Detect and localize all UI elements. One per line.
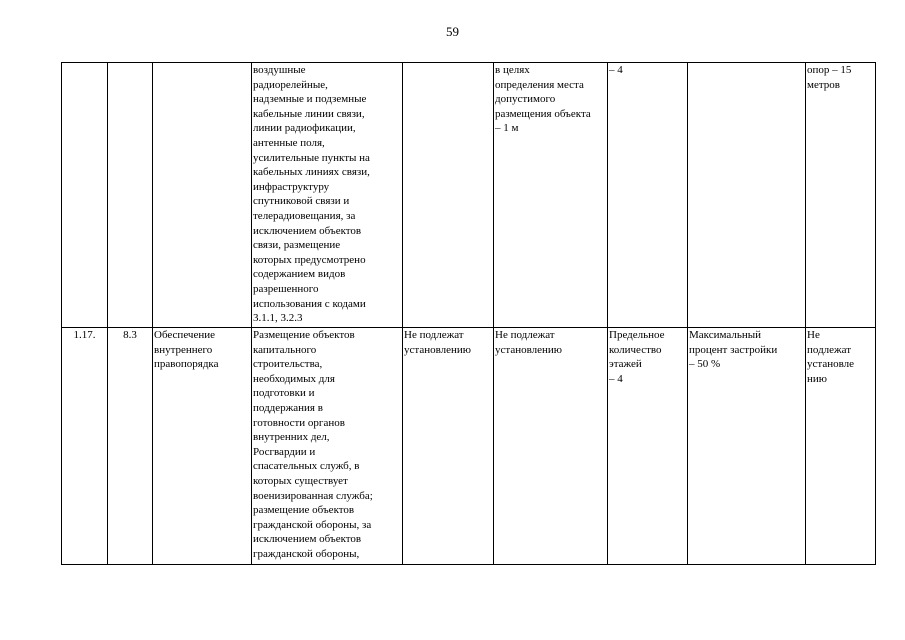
cell-line: Росгвардии и (253, 445, 316, 458)
cell-line: определения места (495, 78, 584, 91)
cell-line: – 4 (609, 64, 623, 76)
cell-line: Не (807, 329, 820, 341)
cell-line: гражданской обороны, за (253, 518, 372, 531)
cell-line: военизированная служба; (253, 489, 373, 502)
cell-line: готовности органов (253, 416, 345, 429)
cell-line: строительства, (253, 358, 323, 371)
cell-line: Не подлежат (404, 329, 464, 341)
cell-description (252, 328, 403, 565)
cell-number: 1.17. (62, 328, 108, 565)
cell-line: – 4 (609, 372, 623, 385)
cell-line: правопорядка (154, 358, 219, 371)
cell-line: количество (609, 343, 662, 356)
cell-line: содержанием видов (253, 268, 346, 281)
cell-description (252, 63, 403, 328)
cell-line: опор – 15 (807, 64, 852, 76)
cell-line: которых существует (253, 474, 348, 487)
cell-line: использования с кодами (253, 297, 366, 310)
cell-col9 (806, 63, 876, 328)
table-row (62, 63, 876, 328)
cell-line: метров (807, 78, 840, 91)
cell-line: Размещение объектов (253, 329, 355, 341)
cell-line: внутреннего (154, 343, 213, 356)
cell-name (153, 63, 252, 328)
cell-col5 (403, 63, 494, 328)
table-body (62, 63, 876, 565)
cell-line: исключением объектов (253, 224, 362, 237)
land-use-table (61, 62, 876, 565)
cell-line: подлежат (807, 343, 852, 356)
cell-line: нию (807, 372, 827, 385)
cell-line: Обеспечение (154, 329, 215, 341)
cell-col6 (494, 63, 608, 328)
cell-col8 (688, 63, 806, 328)
cell-line: капитального (253, 343, 317, 356)
cell-col9 (806, 328, 876, 565)
cell-line: допустимого (495, 93, 556, 106)
cell-line: – 1 м (495, 122, 519, 135)
cell-line: 3.1.1, 3.2.3 (253, 312, 303, 325)
cell-line: поддержания в (253, 401, 323, 414)
cell-line: антенные поля, (253, 136, 325, 149)
table-row (62, 328, 876, 565)
cell-line: связи, размещение (253, 239, 341, 252)
cell-code: 8.3 (108, 328, 153, 565)
cell-line: Максимальный (689, 329, 762, 341)
cell-line: подготовки и (253, 387, 315, 400)
cell-col6 (494, 328, 608, 565)
cell-line: усилительные пункты на (253, 151, 370, 164)
cell-line: этажей (609, 358, 642, 371)
cell-line: установлению (404, 343, 472, 356)
cell-line: Не подлежат (495, 329, 555, 341)
cell-line: которых предусмотрено (253, 253, 366, 266)
cell-line: – 50 % (689, 358, 721, 371)
cell-line: исключением объектов (253, 533, 362, 546)
cell-col7 (608, 63, 688, 328)
cell-line: процент застройки (689, 343, 778, 356)
cell-line: спутниковой связи и (253, 195, 350, 208)
cell-col5 (403, 328, 494, 565)
cell-line: в целях (495, 64, 530, 76)
cell-line: гражданской обороны, (253, 547, 360, 560)
cell-number (62, 63, 108, 328)
cell-col7 (608, 328, 688, 565)
cell-line: линии радиофикации, (253, 122, 356, 135)
cell-line: кабельных линиях связи, (253, 166, 370, 179)
cell-name (153, 328, 252, 565)
cell-line: инфраструктуру (253, 180, 330, 193)
cell-line: воздушные (253, 64, 306, 76)
cell-line: кабельные линии связи, (253, 107, 365, 120)
cell-line: радиорелейные, (253, 78, 328, 91)
cell-line: необходимых для (253, 372, 335, 385)
cell-col8 (688, 328, 806, 565)
cell-line: установлению (495, 343, 563, 356)
cell-line: спасательных служб, в (253, 460, 360, 473)
page-number: 59 (446, 24, 459, 39)
cell-line: надземные и подземные (253, 93, 367, 106)
cell-line: телерадиовещания, за (253, 209, 356, 222)
cell-line: Предельное (609, 329, 665, 341)
cell-code (108, 63, 153, 328)
cell-line: разрешенного (253, 282, 319, 295)
cell-line: размещения объекта (495, 107, 591, 120)
cell-line: размещение объектов (253, 504, 355, 517)
cell-line: установле (807, 358, 855, 371)
cell-line: внутренних дел, (253, 431, 330, 444)
